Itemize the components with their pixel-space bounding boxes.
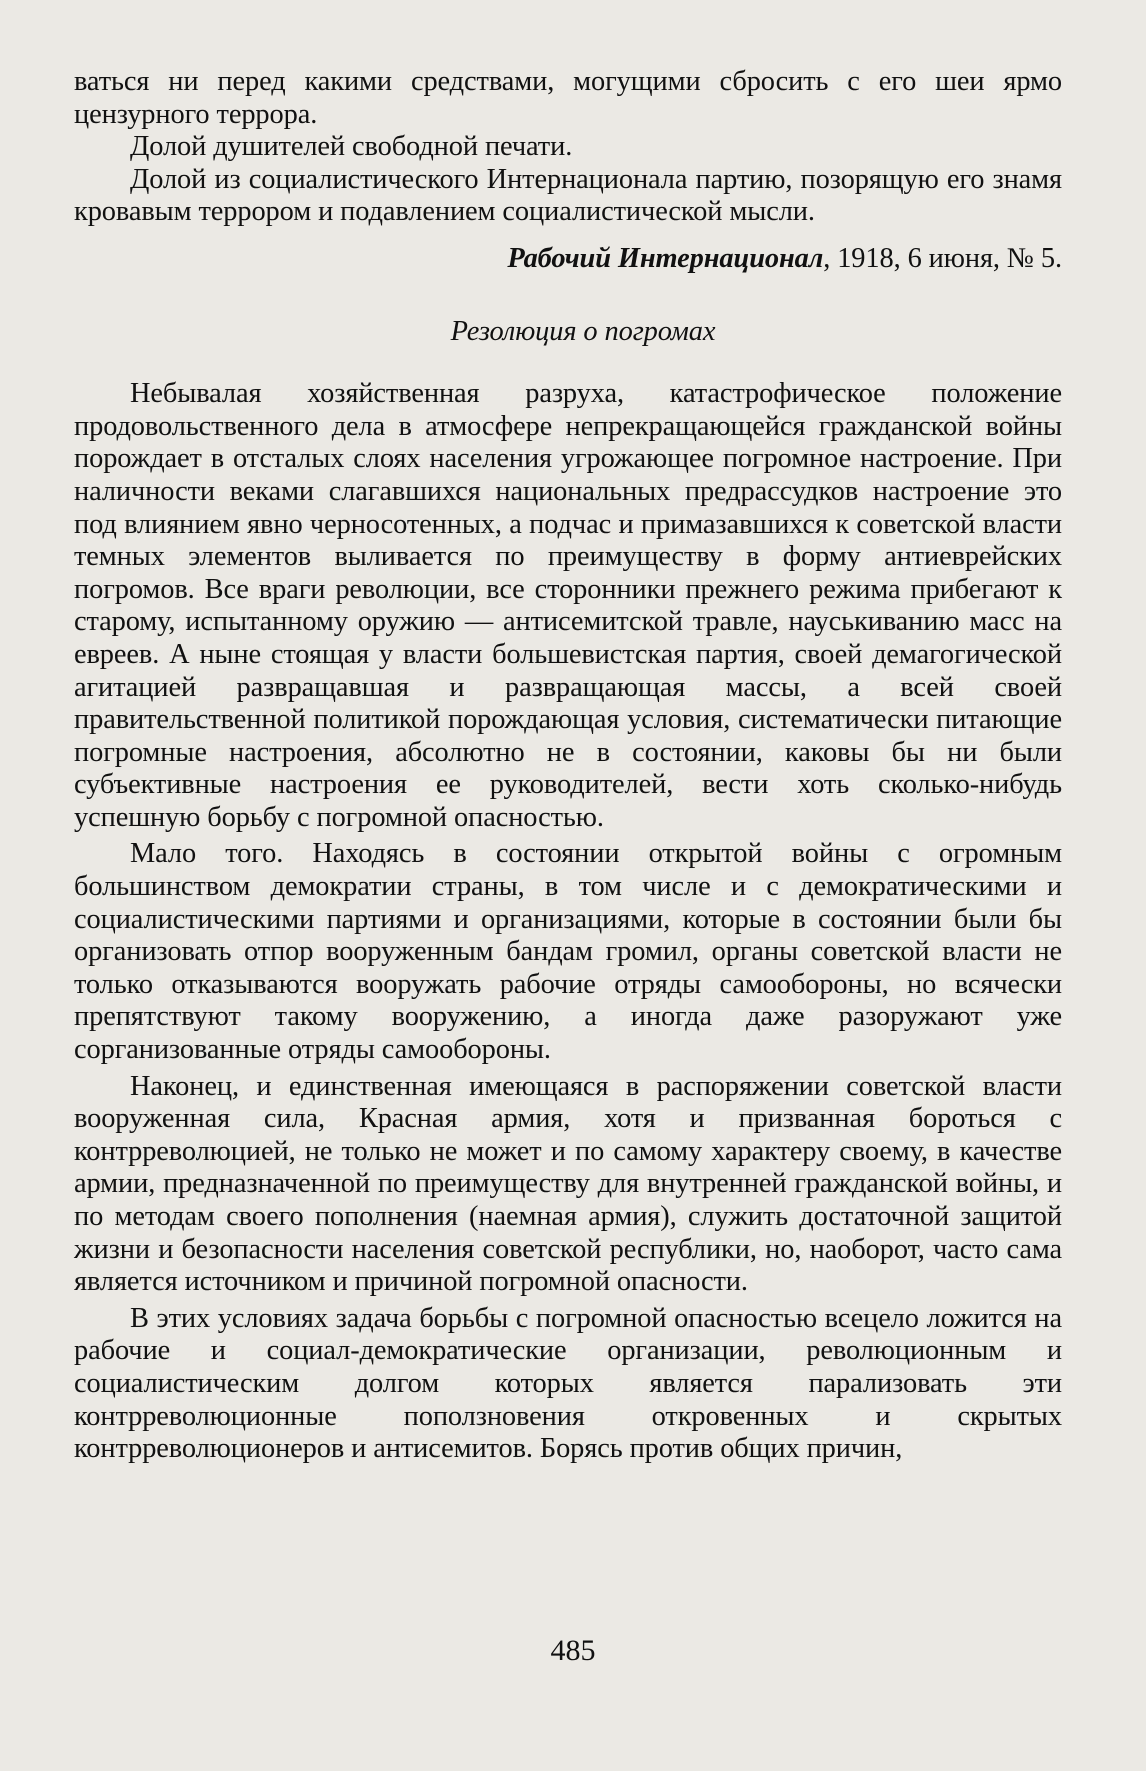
page-number: 485 (550, 1634, 596, 1667)
section-heading: Резолюция о погромах (450, 315, 716, 347)
paragraph: Небывалая хозяйственная разруха, катастрофическое положение продовольственного дела в атмосфере непрекращающейся гражданской войны порождает в отсталых слоях населения угрожающее погромное настроение. При наличности веками слагавшихся национальных предрассудков настроение это под влиянием явно черносотенных, а подчас и примазавшихся к советской власти темных элементов выливается по преимуществу в форму антиеврейских погромов. Все враги революции, все сторонники прежнего режима прибегают к старому, испытанному оружию — антисемитской травле, науськиванию масс на евреев. А ныне стоящая у власти большевистская партия, своей демагогической агитацией развращавшая и развращающая массы, а всей своей правительственной политикой порождающая условия, систематически питающие погромные настроения, абсолютно не в состоянии, каковы бы ни были субъективные настроения ее руководителей, вести хоть сколько-нибудь успешную борьбу с погромной опасностью. (74, 378, 1062, 833)
page-body (74, 66, 1062, 1466)
source-citation (74, 243, 1062, 276)
publication-details: , 1918, 6 июня, № 5. (823, 242, 1062, 274)
intro-line-1: ваться ни перед какими средствами, могущими сбросить с его шеи ярмо цензурного террора. (74, 66, 1062, 130)
intro-line-2: Долой душителей свободной печати. (130, 131, 573, 163)
paragraph: Мало того. Находясь в состоянии открытой войны с огромным большинством демократии страны, в том числе и с демократическими и социалистическими партиями и организациями, которые в состоянии были бы организовать отпор вооруженным бандам громил, органы советской власти не только отказываются вооружать рабочие отряды самообороны, но всячески препятствуют такому вооружению, а иногда даже разоружают уже сорганизованные отряды самообороны. (74, 838, 1062, 1066)
intro-line-3: Долой из социалистического Интернационала партию, позорящую его знамя кровавым террором и подавлением социалистической мысли. (74, 163, 1062, 228)
paragraph: Наконец, и единственная имеющаяся в распоряжении советской власти вооруженная сила, Красная армия, хотя и призванная бороться с контрреволюцией, не только не может и по самому характеру своему, в качестве армии, предназначенной по преимуществу для внутренней гражданской войны, и по методам своего пополнения (наемная армия), служить достаточной защитой жизни и безопасности населения советской республики, но, наоборот, часто сама является источником и причиной погромной опасности. (74, 1070, 1062, 1298)
paragraph: В этих условиях задача борьбы с погромной опасностью всецело ложится на рабочие и социал-демократические организации, революционным и социалистическим долгом которых является парализовать эти контрреволюционные поползновения откровенных и скрытых контрреволюционеров и антисемитов. Борясь против общих причин, (74, 1302, 1062, 1465)
publication-name: Рабочий Интернационал (507, 242, 824, 274)
